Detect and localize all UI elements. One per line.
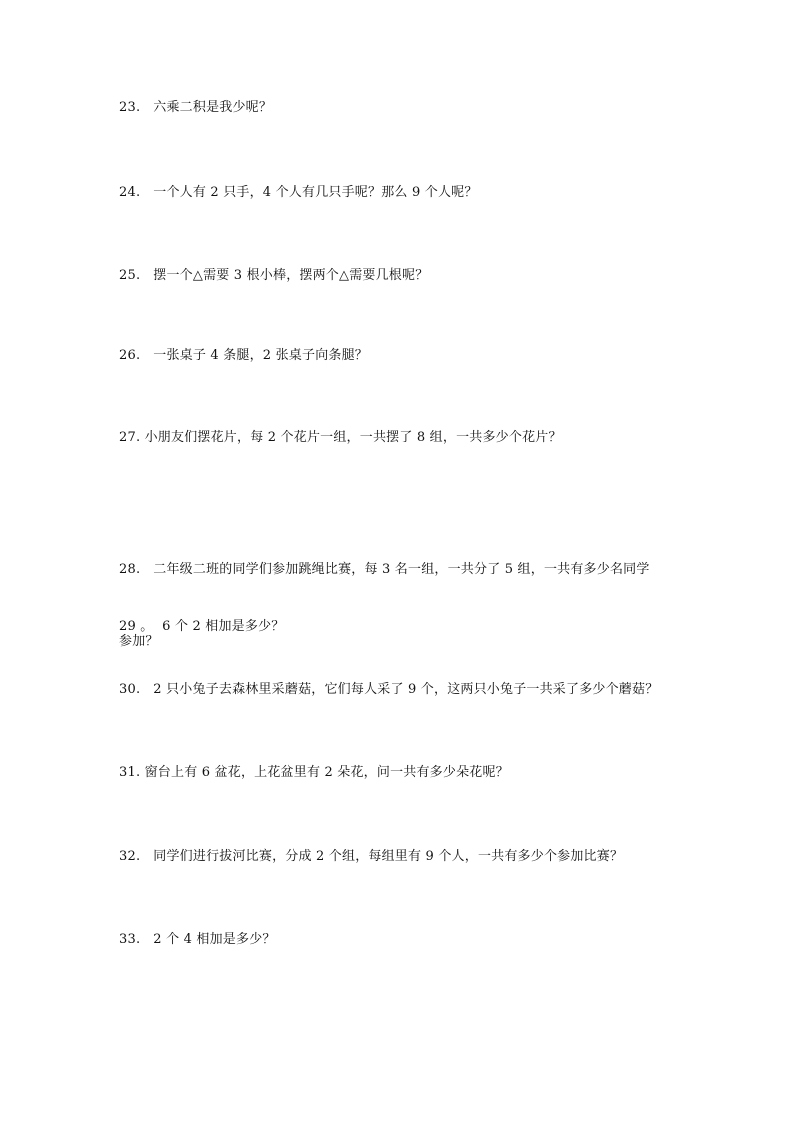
question-30: 30. 2 只小兔子去森林里采蘑菇，它们每人采了 9 个，这两只小兔子一共采了多少个蘑菇？ [119,682,659,697]
question-28 [119,510,679,702]
question-27: 27. 小朋友们摆花片，每 2 个花片一组，一共摆了 8 组，一共多少个花片？ [119,430,562,445]
question-29: 29 。 6 个 2 相加是多少？ [119,619,285,634]
question-26: 26. 一张桌子 4 条腿，2 张桌子向条腿？ [119,348,369,363]
question-23: 23. 六乘二积是我少呢？ [119,100,273,115]
question-28-line-2: 参加？ [119,634,159,649]
question-31: 31. 窗台上有 6 盆花，上花盆里有 2 朵花，问一共有多少朵花呢？ [119,765,509,780]
question-33: 33. 2 个 4 相加是多少？ [119,932,276,947]
question-32: 32. 同学们进行拔河比赛，分成 2 个组，每组里有 9 个人，一共有多少个参加比赛？ [119,849,624,864]
question-28-line-1: 28. 二年级二班的同学们参加跳绳比赛，每 3 名一组，一共分了 5 组，一共有多少名同学 [119,562,650,577]
question-24: 24. 一个人有 2 只手，4 个人有几只手呢？那么 9 个人呢？ [119,185,478,200]
question-25: 25. 摆一个△需要 3 根小棒，摆两个△需要几根呢？ [119,268,429,283]
